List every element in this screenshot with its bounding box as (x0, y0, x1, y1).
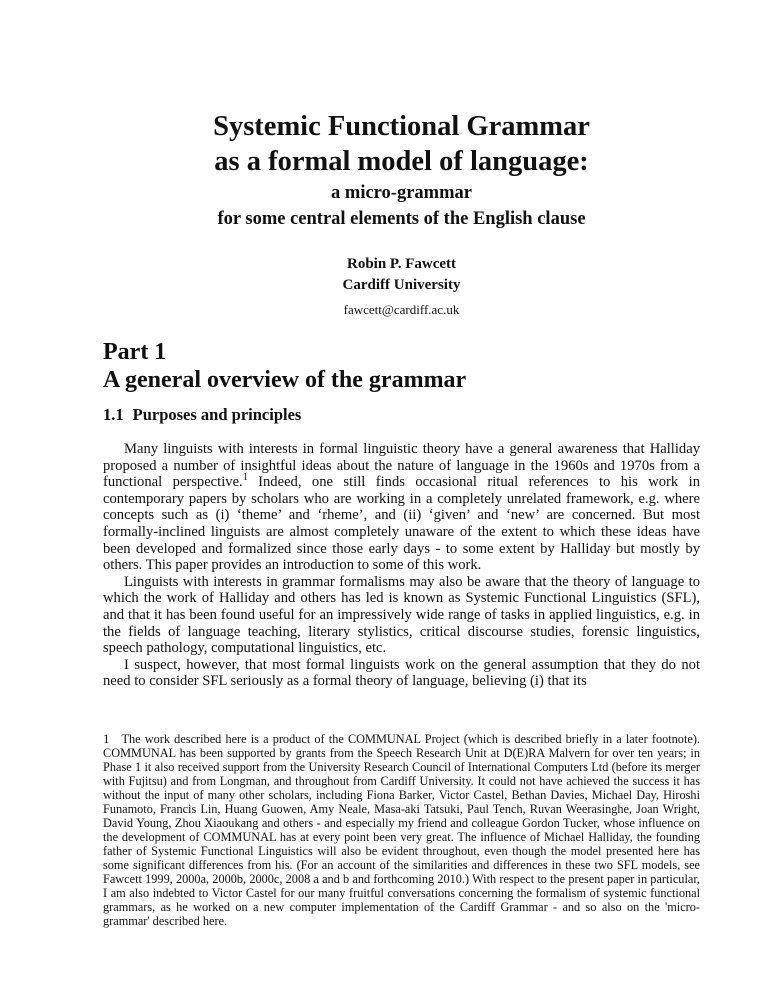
footnote-text: The work described here is a product of the COMMUNAL Project (which is described briefly in a later footnote). COMMUNAL has been supported by grants from the Speech Research Unit at D(E)RA Malvern for over ten years; in Phase 1 it also received support from the University Research Council of International Computers Ltd (before its merger with Fujitsu) and from Longman, and throughout from Cardiff University. It could not have achieved the success it has without the input of many other scholars, including Fiona Barker, Victor Castel, Bethan Davies, Michael Day, Hiroshi Funamoto, Francis Lin, Huang Guowen, Amy Neale, Masa-aki Tatsuki, Paul Tench, Ruvan Weerasinghe, Joan Wright, David Young, Zhou Xiaoukang and others - and especially my friend and colleague Gordon Tucker, whose influence on the development of COMMUNAL has at every point been very great. The influence of Michael Halliday, the founding father of Systemic Functional Linguistics will also be evident throughout, even though the model presented here has some significant differences from his. (For an account of the similarities and differences in these two SFL models, see Fawcett 1999, 2000a, 2000b, 2000c, 2008 a and b and forthcoming 2010.) With respect to the present paper in particular, I am also indebted to Victor Castel for our many fruitful conversations concerning the formalism of systemic functional grammars, as he worked on a new computer implementation of the Cardiff Grammar - and so also on the 'micro-grammar' described here. (103, 732, 700, 928)
author-name: Robin P. Fawcett (346, 256, 457, 272)
section-number: 1.1 (103, 405, 124, 424)
body-text (103, 441, 700, 690)
footnote-reference[interactable]: 1 (242, 472, 248, 484)
part-heading (103, 338, 466, 394)
section-heading (103, 405, 310, 425)
subtitle-line-1: a micro-grammar (331, 183, 472, 203)
paragraph-text: Many linguists with interests in formal linguistic theory have a general awareness that Halliday proposed a number of insightful ideas about the nature of language in the 1960s and 1970s from a functional perspective. (103, 441, 700, 491)
part-label: Part 1 (103, 339, 167, 365)
paper-title (103, 109, 700, 179)
subtitle-line-2: for some central elements of the English clause (217, 209, 586, 229)
author-email[interactable]: fawcett@cardiff.ac.uk (343, 302, 460, 317)
title-line-2: as a formal model of language: (214, 146, 589, 177)
author-block (103, 254, 700, 296)
footnote-number: 1 (103, 731, 110, 746)
paragraph (103, 441, 700, 574)
author-affiliation: Cardiff University (342, 277, 461, 293)
section-title: Purposes and principles (132, 405, 302, 424)
paper-subtitle (103, 180, 700, 232)
paragraph: I suspect, however, that most formal linguists work on the general assumption that they do not need to consider SFL seriously as a formal theory of language, believing (i) that its (103, 656, 700, 690)
part-title: A general overview of the grammar (103, 367, 467, 393)
paragraph-text: Indeed, one still finds occasional ritual references to his work in contemporary papers by scholars who are working in a completely unrelated framework, e.g. where concepts such as (i) ‘theme’ and ‘rheme’, and (ii) ‘given’ and ‘new’ are concerned. But most formally-inclined linguists are almost completely unaware of the extent to which these ideas have been developed and formalized since those early days - to some extent by Halliday but mostly by others. This paper provides an introduction to some of this work. (103, 474, 700, 574)
footnote (103, 732, 700, 928)
paragraph: Linguists with interests in grammar formalisms may also be aware that the theory of language to which the work of Halliday and others has led is known as Systemic Functional Linguistics (SFL), and that it has been found useful for an impressively wide range of tasks in applied linguistics, e.g. in the fields of language teaching, literary stylistics, critical discourse studies, forensic linguistics, speech pathology, computational linguistics, etc. (103, 573, 700, 657)
title-line-1: Systemic Functional Grammar (213, 111, 590, 142)
